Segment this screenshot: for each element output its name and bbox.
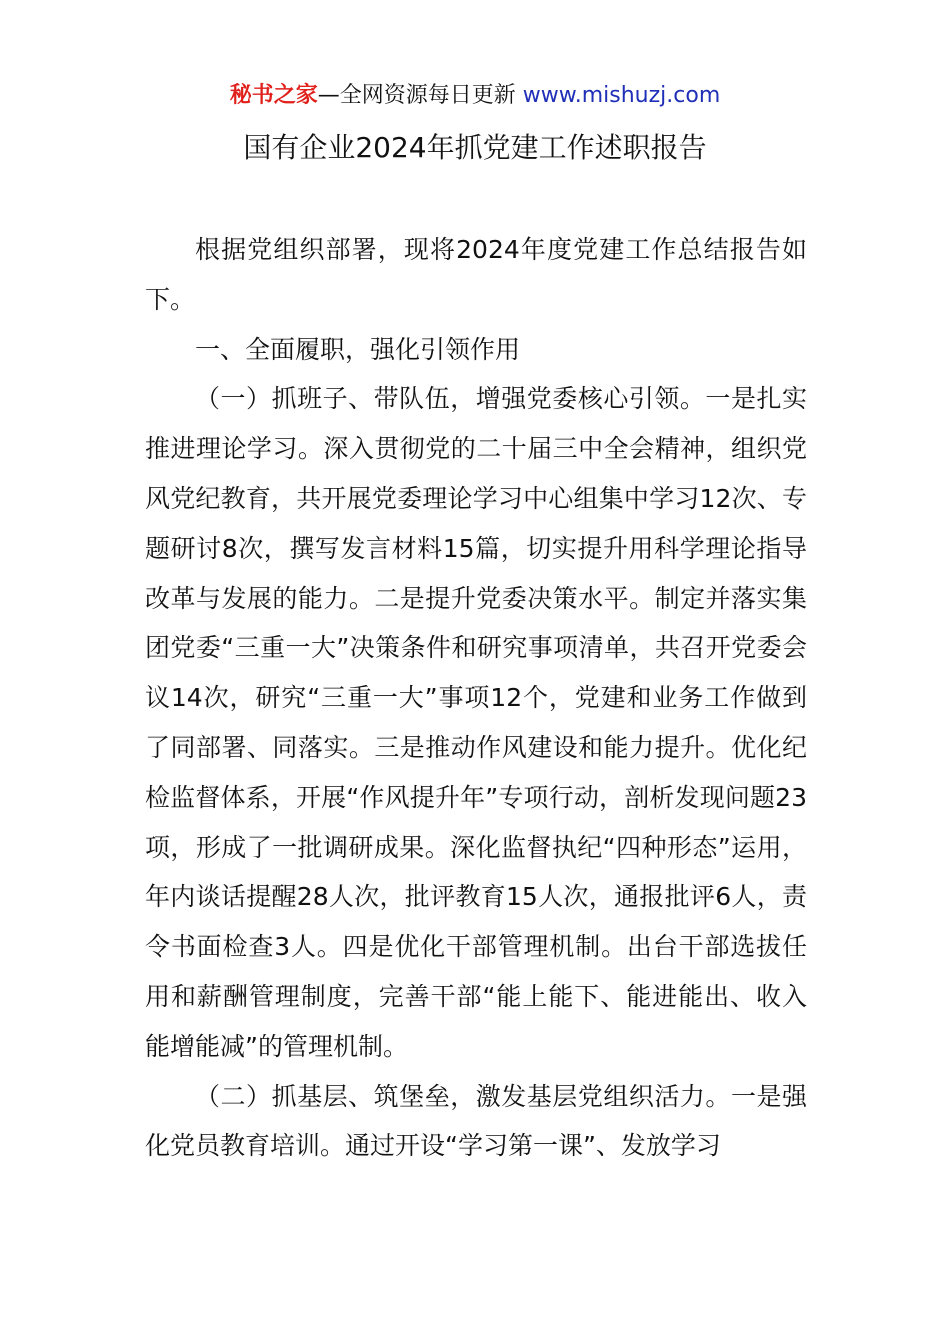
site-brand: 秘书之家 — [229, 83, 318, 108]
site-url-link[interactable]: www.mishuzj.com — [522, 83, 721, 108]
body-paragraph: （一）抓班子、带队伍，增强党委核心引领。一是扎实推进理论学习。深入贯彻党的二十届三中全会精神，组织党风党纪教育，共开展党委理论学习中心组集中学习12次、专题研讨8次，撰写发言材料15篇，切实提升用科学理论指导改革与发展的能力。二是提升党委决策水平。制定并落实集团党委“三重一大”决策条件和研究事项清单，共召开党委会议14次，研究“三重一大”事项12个，党建和业务工作做到了同部署、同落实。三是推动作风建设和能力提升。优化纪检监督体系，开展“作风提升年”专项行动，剖析发现问题23项，形成了一批调研成果。深化监督执纪“四种形态”运用，年内谈话提醒28人次，批评教育15人次，通报批评6人，责令书面检查3人。四是优化干部管理机制。出台干部选拔任用和薪酬管理制度，完善干部“能上能下、能进能出、收入能增能减”的管理机制。 — [145, 384, 807, 1061]
document-title: 国有企业2024年抓党建工作述职报告 — [243, 131, 707, 164]
body-paragraph: （二）抓基层、筑堡垒，激发基层党组织活力。一是强化党员教育培训。通过开设“学习第一课”、发放学习 — [145, 1081, 807, 1161]
document-body — [145, 225, 807, 1171]
section-heading: 一、全面履职，强化引领作用 — [195, 334, 521, 364]
site-tagline: —全网资源每日更新 — [317, 83, 523, 108]
intro-paragraph: 根据党组织部署，现将2024年度党建工作总结报告如下。 — [145, 235, 807, 314]
site-header — [0, 80, 950, 112]
